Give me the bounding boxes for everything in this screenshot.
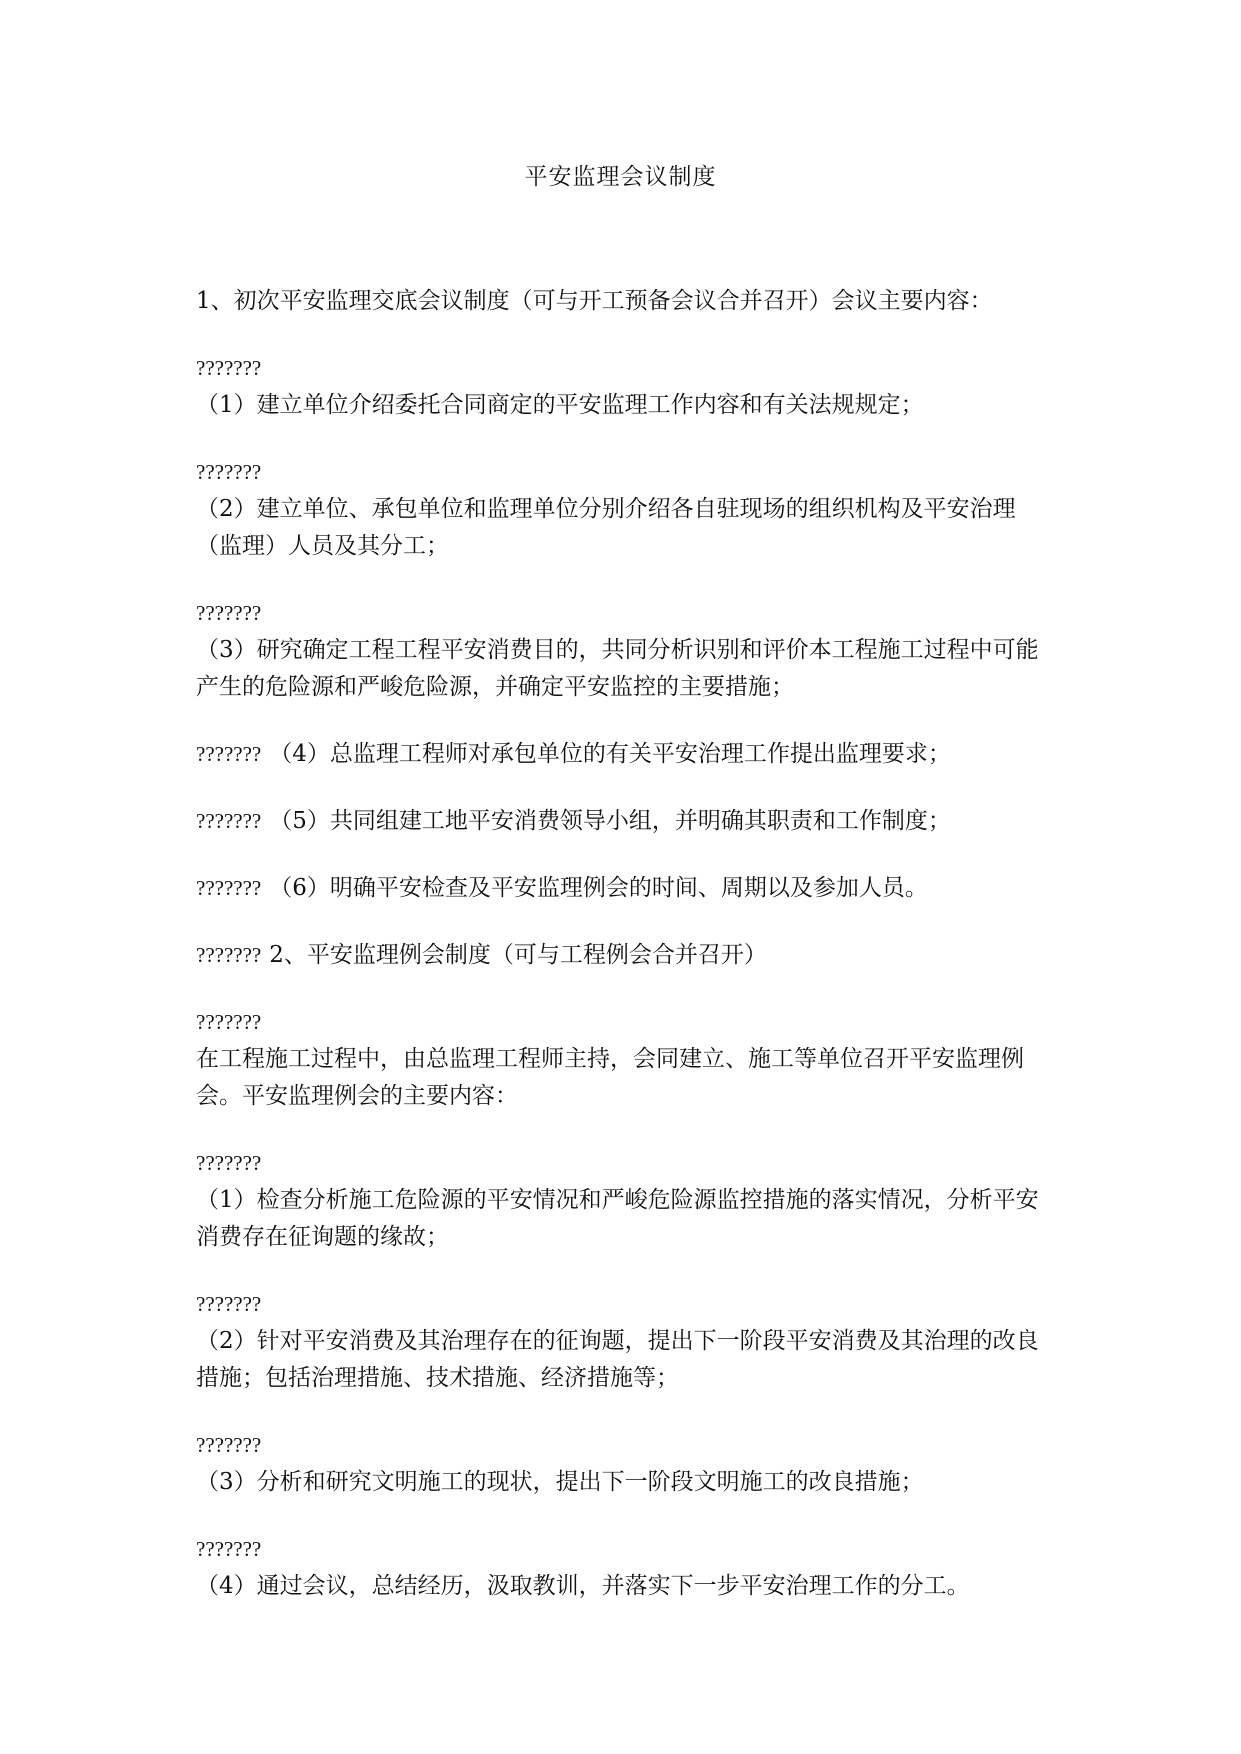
section-1-item-6 (196, 870, 1046, 907)
section-1-heading: 1、初次平安监理交底会议制度（可与开工预备会议合并召开）会议主要内容： (196, 288, 993, 314)
item-line (196, 870, 1046, 907)
section-1-item-3 (196, 595, 1046, 706)
item-text: （3）研究确定工程工程平安消费目的，共同分析识别和评价本工程施工过程中可能产生的危险源和严峻危险源，并确定平安监控的主要措施； (196, 637, 1039, 700)
item-text: （1）检查分析施工危险源的平安情况和严峻危险源监控措施的落实情况，分析平安消费存在征询题的缘故； (196, 1187, 1039, 1250)
item-text: （6）明确平安检查及平安监理例会的时间、周期以及参加人员。 (269, 875, 928, 901)
item-marker: ??????? (196, 1292, 262, 1316)
section-1-item-4 (196, 736, 1046, 773)
item-marker: ??????? (196, 876, 262, 900)
item-text: （4）总监理工程师对承包单位的有关平安治理工作提出监理要求； (269, 741, 951, 767)
section-2-item-1 (196, 1145, 1046, 1256)
item-marker: ??????? (196, 601, 262, 625)
section-2-intro (196, 1004, 1046, 1115)
document-title: 平安监理会议制度 (524, 164, 717, 190)
intro-text: 在工程施工过程中，由总监理工程师主持，会同建立、施工等单位召开平安监理例会。平安监理例会的主要内容： (196, 1046, 1024, 1109)
section-1-item-5 (196, 803, 1046, 840)
item-text: （5）共同组建工地平安消费领导小组，并明确其职责和工作制度； (269, 808, 951, 834)
section-1-heading-block (196, 283, 1046, 320)
section-2-heading-block (196, 937, 1046, 974)
section-1-item-1 (196, 350, 1046, 424)
item-marker: ??????? (196, 1151, 262, 1175)
section-2-item-3 (196, 1427, 1046, 1501)
item-marker: ??????? (196, 1010, 262, 1034)
section-1-item-2 (196, 454, 1046, 565)
item-text: （4）通过会议，总结经历，汲取教训，并落实下一步平安治理工作的分工。 (196, 1573, 970, 1599)
item-marker: ??????? (196, 1433, 262, 1457)
item-marker: ??????? (196, 356, 262, 380)
item-text: （1）建立单位介绍委托合同商定的平安监理工作内容和有关法规规定； (196, 392, 924, 418)
item-line (196, 803, 1046, 840)
item-text: （2）建立单位、承包单位和监理单位分别介绍各自驻现场的组织机构及平安治理（监理）人员及其分工； (196, 496, 1016, 559)
section-2-heading-line (196, 937, 1046, 974)
section-2-item-2 (196, 1286, 1046, 1397)
item-marker: ??????? (196, 943, 262, 967)
item-text: （3）分析和研究文明施工的现状，提出下一阶段文明施工的改良措施； (196, 1469, 924, 1495)
item-line (196, 736, 1046, 773)
item-marker: ??????? (196, 1537, 262, 1561)
section-2-item-4 (196, 1531, 1046, 1605)
item-marker: ??????? (196, 809, 262, 833)
section-2-heading: 2、平安监理例会制度（可与工程例会合并召开） (269, 942, 767, 968)
item-marker: ??????? (196, 742, 262, 766)
item-text: （2）针对平安消费及其治理存在的征询题，提出下一阶段平安消费及其治理的改良措施；包括治理措施、技术措施、经济措施等； (196, 1328, 1039, 1391)
item-marker: ??????? (196, 460, 262, 484)
document-body (196, 283, 1046, 1635)
